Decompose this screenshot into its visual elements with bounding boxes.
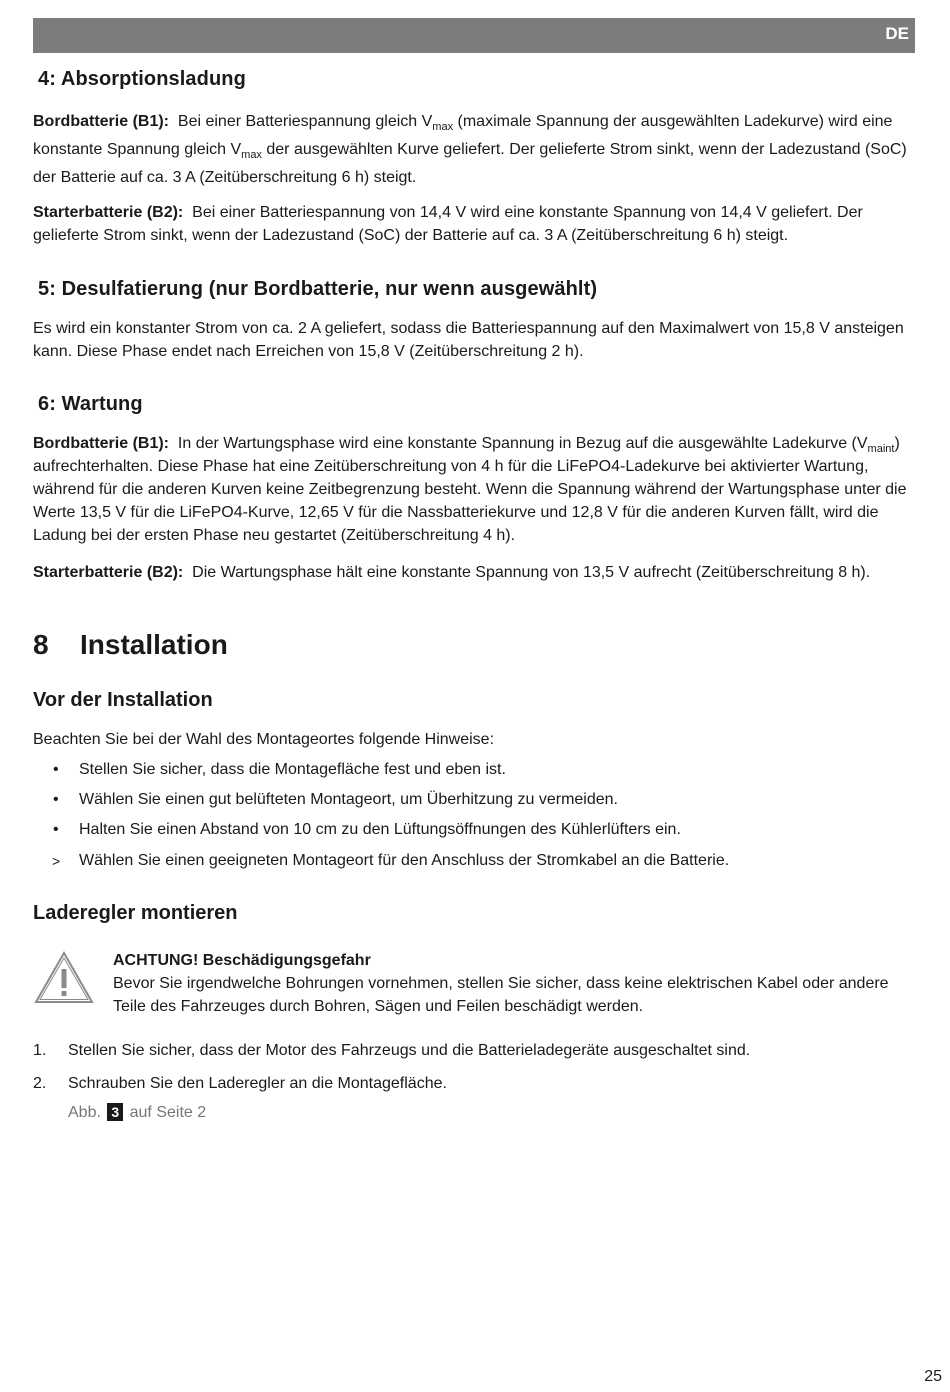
page-number: 25 [924,1368,942,1385]
text: In der Wartungsphase wird eine konstante Spannung in Bezug auf die ausgewählte Ladekurve (V [177,435,868,452]
action-step-text: Wählen Sie einen geeigneten Montageort für den Anschluss der Stromkabel an die Batterie. [79,852,730,869]
text: der ausgewählten Kurve geliefert. Der gelieferte Strom sinkt, wenn der Ladezustand (SoC) der Batterie auf ca. 3 A (Zeitüberschreitung 6 h) steigt. [33,141,907,186]
warning-body: Bevor Sie irgendwelche Bohrungen vornehmen, stellen Sie sicher, dass keine elektrischen Kabel oder andere Teile des Fahrzeuges durch Bohren, Sägen und Feilen beschädigt werden. [113,975,889,1015]
chapter-heading [33,629,917,661]
list-item [33,818,917,841]
list-item [33,1072,917,1095]
subscript: max [432,121,454,134]
before-installation-intro: Beachten Sie bei der Wahl des Montageortes folgende Hinweise: [33,731,495,748]
section-4-para-1 [33,108,917,192]
section-6-para-1 [33,432,917,547]
warning-text-block [113,950,913,1018]
list-item [33,788,917,811]
text: Bei einer Batteriespannung gleich V [177,113,433,130]
mount-controller-title: Laderegler montieren [33,902,238,924]
step-number: 2. [33,1075,47,1092]
subscript: max [241,149,262,162]
header-bar [33,18,915,53]
label-bordbatterie: Bordbatterie (B1): [33,435,170,452]
list-item-text: Stellen Sie sicher, dass die Montagefläche fest und eben ist. [79,761,506,778]
label-bordbatterie: Bordbatterie (B1): [33,113,170,130]
warning-box [33,950,917,1036]
chapter-number: 8 [33,629,49,660]
list-item-text: Halten Sie einen Abstand von 10 cm zu den Lüftungsöffnungen des Kühlerlüfters ein. [79,821,681,838]
before-installation-title: Vor der Installation [33,689,213,711]
text: Bei einer Batteriespannung von 14,4 V wird eine konstante Spannung von 14,4 V geliefert. Der gelieferte Strom sinkt, wenn der Ladezustand (SoC) der Batterie auf ca. 3 A (Zeitüberschreitung 6 h) steigt. [33,204,863,244]
hint-list [33,758,917,841]
section-5-para: Es wird ein konstanter Strom von ca. 2 A geliefert, sodass die Batteriespannung auf den Maximalwert von 15,8 V ansteigen kann. Diese Phase endet nach Erreichen von 15,8 V (Zeitüberschreitung 2 h). [33,320,904,360]
section-6-para-2 [33,561,917,584]
step-text: Stellen Sie sicher, dass der Motor des Fahrzeugs und die Batterieladegeräte ausgeschaltet sind. [68,1042,751,1059]
figure-number-badge: 3 [107,1103,123,1121]
text: ) aufrechterhalten. Diese Phase hat eine Zeitüberschreitung von 4 h für die LiFePO4-Ladekurve bei aktivierter Wartung, während für die anderen Kurven keine Zeitbegrenzung besteht. Wenn die Spannung während der Wartungsphase unter die Werte 13,5 V für die LiFePO4-Kurve, 12,65 V für die Nassbatteriekurve und 12,8 V für die anderen Kurven fällt, wird die Ladung bei der ersten Phase neu gestartet (Zeitüberschreitung 4 h). [33,435,907,544]
section-5-title: 5: Desulfatierung (nur Bordbatterie, nur wenn ausgewählt) [38,278,598,300]
bullet: • [53,821,59,838]
step-number: 1. [33,1042,47,1059]
label-starterbatterie: Starterbatterie (B2): [33,564,184,581]
figure-ref-suffix: auf Seite 2 [129,1104,207,1121]
list-item [33,758,917,781]
section-4-title: 4: Absorptionsladung [38,68,246,90]
label-starterbatterie: Starterbatterie (B2): [33,204,184,221]
figure-ref-prefix: Abb. [68,1104,101,1121]
text: Die Wartungsphase hält eine konstante Spannung von 13,5 V aufrecht (Zeitüberschreitung 8 h). [192,564,871,581]
figure-reference[interactable] [33,1103,917,1122]
mount-steps [33,1039,917,1095]
language-label: DE [885,24,909,43]
warning-title: ACHTUNG! Beschädigungsgefahr [113,952,371,969]
bullet: • [53,761,59,778]
list-item-text: Wählen Sie einen gut belüfteten Montageort, um Überhitzung zu vermeiden. [79,791,618,808]
bullet: • [53,791,59,808]
warning-triangle-icon [33,950,95,1006]
page-content [33,68,917,1122]
action-step [33,849,917,872]
chapter-title: Installation [80,629,228,660]
step-text: Schrauben Sie den Laderegler an die Montagefläche. [68,1075,447,1092]
subscript: maint [867,443,895,456]
arrow-icon: > [52,853,61,869]
section-6-title: 6: Wartung [38,393,143,415]
text: (maximale Spannung der ausgewählten Ladekurve) wird eine konstante Spannung gleich V [33,113,893,158]
list-item [33,1039,917,1062]
section-4-para-2 [33,201,917,247]
